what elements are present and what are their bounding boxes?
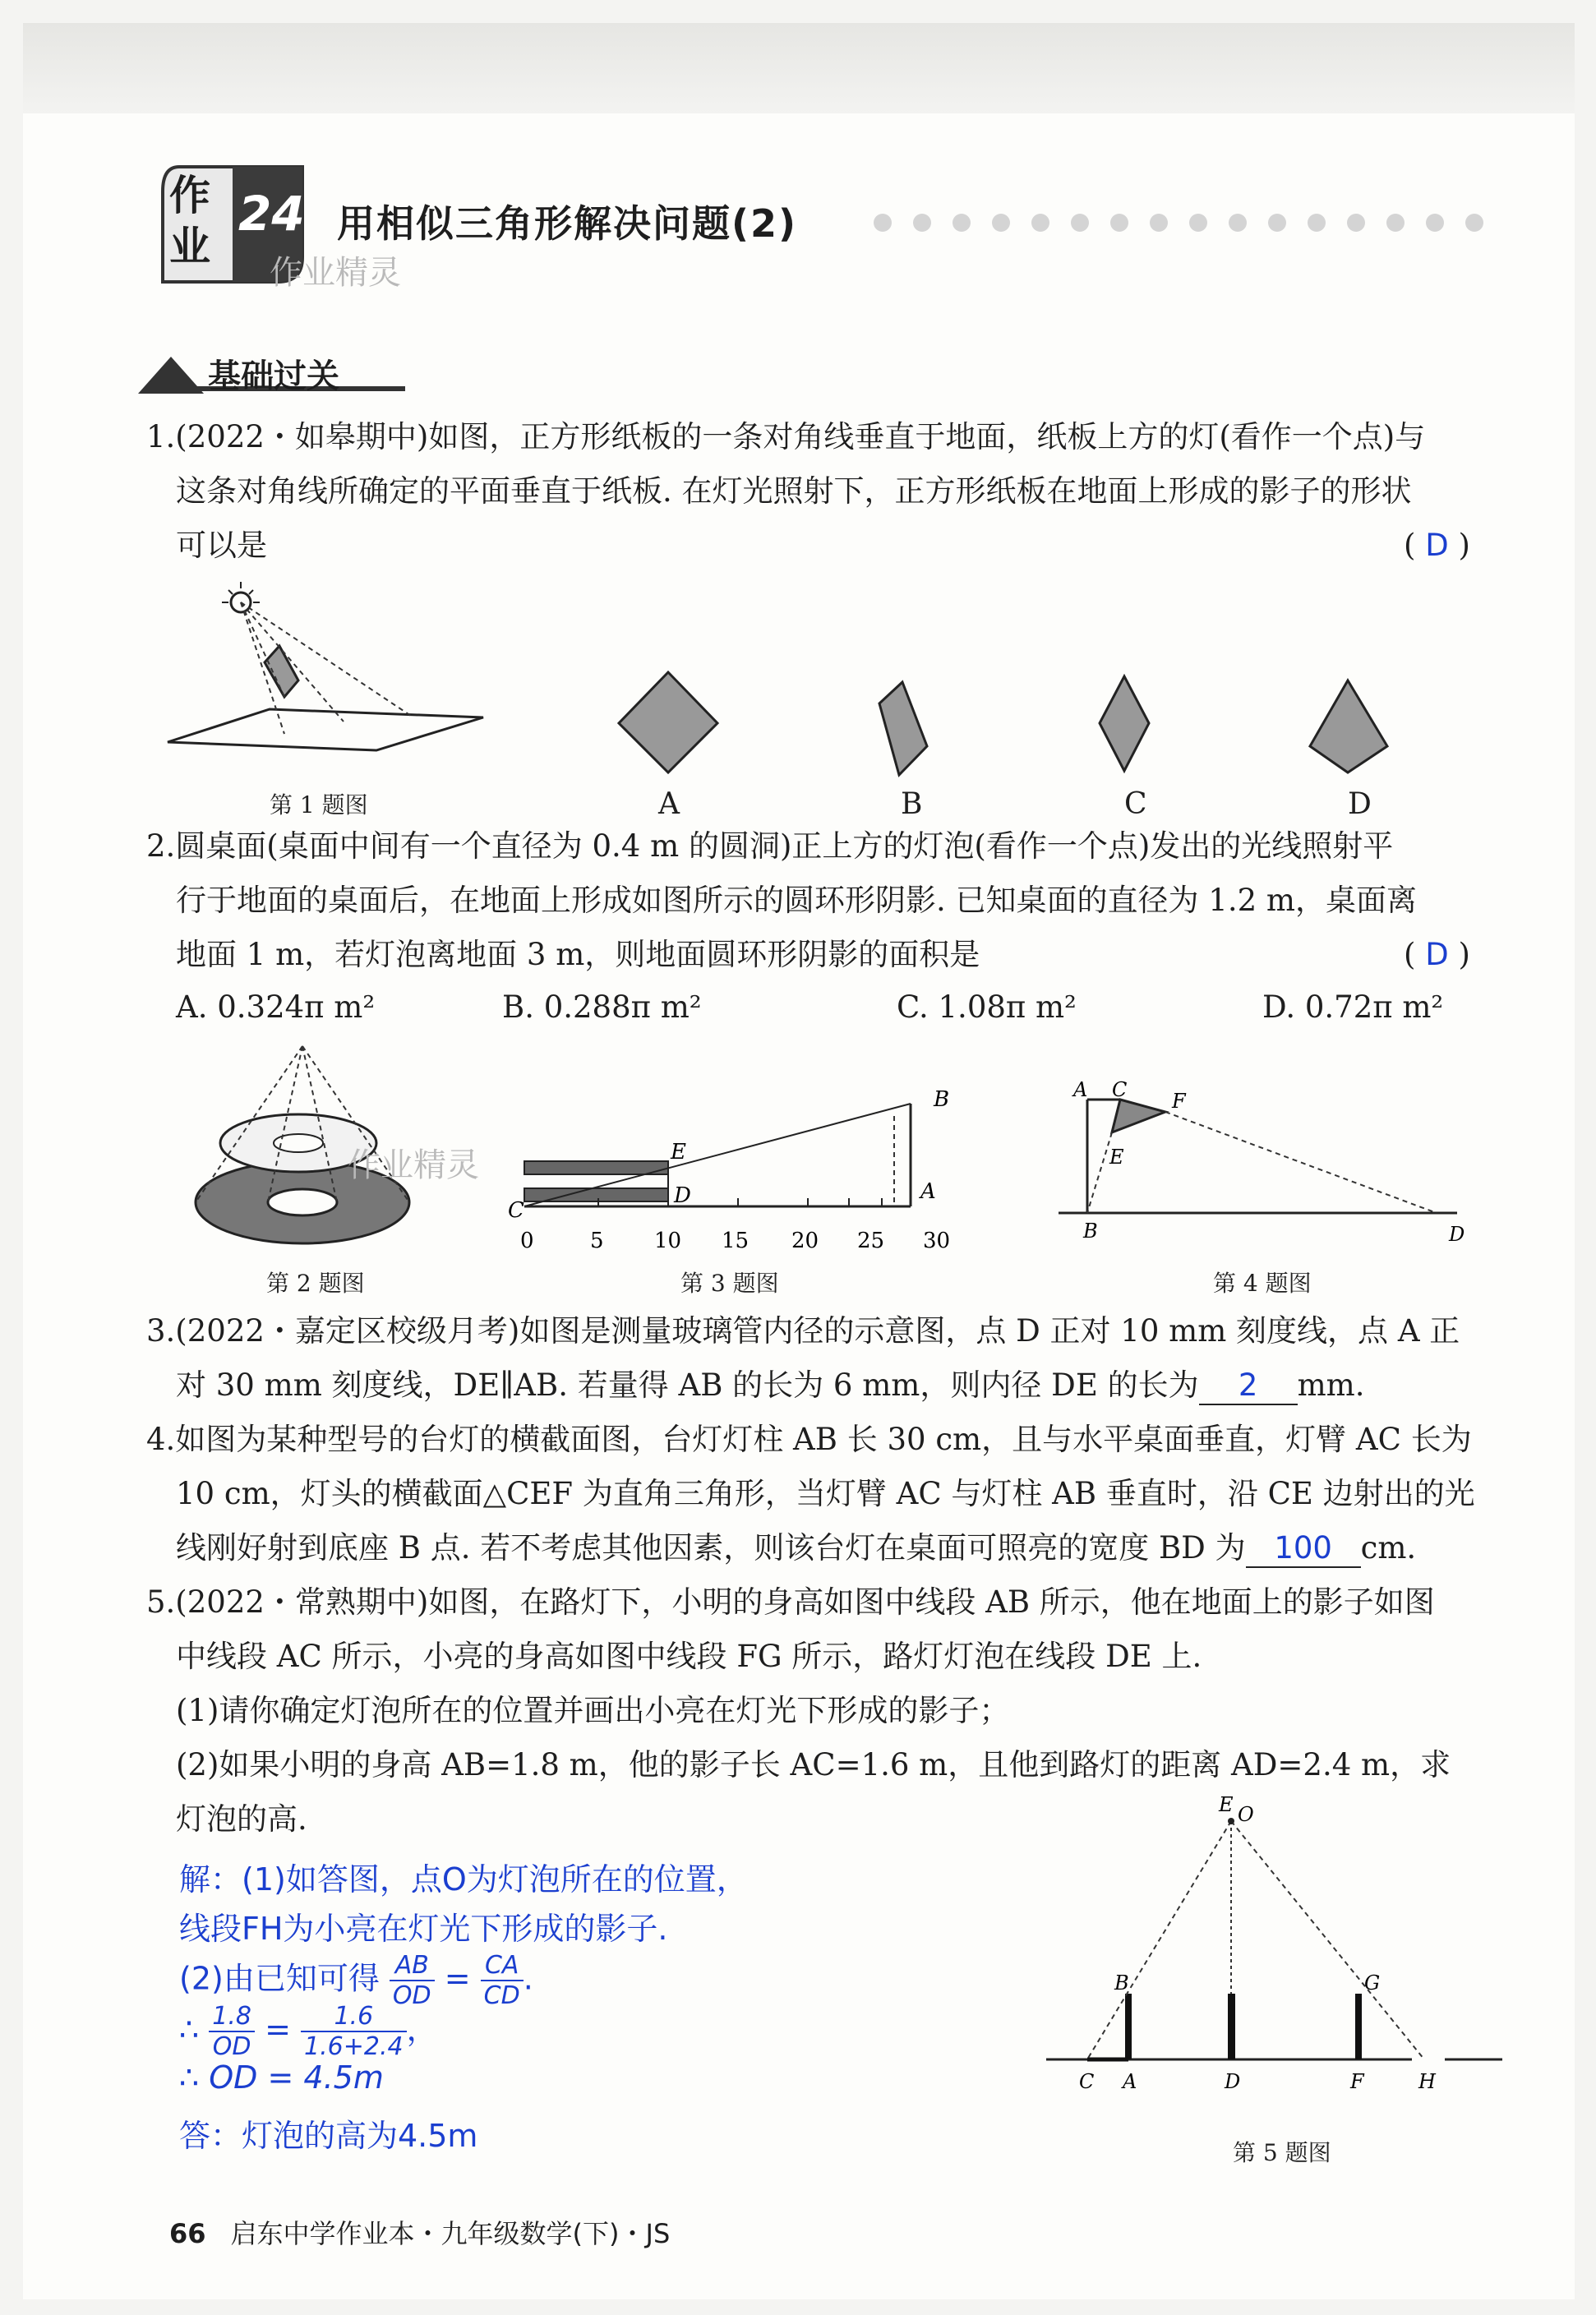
fig4-caption: 第 4 题图 [1213, 1270, 1312, 1297]
q5-solution-3: (2)由已知可得 $\frac{AB}{OD}$ = $\frac{CA}{CD}$ . [179, 1951, 533, 2010]
figure-3 [491, 1083, 968, 1268]
fig5-label-c: C [1079, 2070, 1095, 2093]
fig5-label-g: G [1364, 1971, 1381, 1994]
fig5-label-e: E [1219, 1793, 1234, 1816]
fig3-tick-10: 10 [654, 1229, 682, 1253]
q2-line-3: 地面 1 m，若灯泡离地面 3 m，则地面圆环形阴影的面积是 [176, 937, 980, 972]
q2-line-1: 2.圆桌面(桌面中间有一个直径为 0.4 m 的圆洞)正上方的灯泡(看作一个点)发出的光线照射平 [146, 828, 1394, 864]
q3-answer-blank: 2 [1199, 1367, 1298, 1405]
q2-choice-b: B. 0.288π m² [502, 989, 702, 1025]
option-b-label: B [901, 787, 923, 821]
badge-top-char: 作 [169, 172, 210, 219]
q2-choice-a: A. 0.324π m² [176, 989, 376, 1025]
page [23, 23, 1575, 2299]
q2-answer: D [1425, 937, 1449, 972]
q5-line-1: 5.(2022・常熟期中)如图，在路灯下，小明的身高如图中线段 AB 所示，他在地面上的影子如图 [146, 1584, 1435, 1620]
fig3-tick-5: 5 [590, 1229, 604, 1253]
footer-text: 启东中学作业本・九年级数学(下)・JS [230, 2218, 671, 2249]
q2-choice-c: C. 1.08π m² [897, 989, 1077, 1025]
q4-line-3-text: 线刚好射到底座 B 点. 若不考虑其他因素，则该台灯在桌面可照亮的宽度 BD 为 [176, 1530, 1246, 1566]
fig3-tick-0: 0 [520, 1229, 534, 1253]
fig4-label-e: E [1109, 1146, 1124, 1169]
q4-unit: cm. [1360, 1530, 1417, 1566]
fig3-caption: 第 3 题图 [680, 1270, 779, 1297]
section-title: 基础过关 [208, 357, 339, 395]
fraction-1.8-od: $\frac{1.8}{OD}$ [209, 2002, 255, 2061]
fig5-caption: 第 5 题图 [1233, 2139, 1331, 2166]
fig4-label-b: B [1083, 1220, 1098, 1243]
q5-solution-3-text: (2)由已知可得 [179, 1960, 380, 1997]
page-number: 66 [169, 2218, 206, 2249]
q1-answer-bracket: ( D ) [1404, 528, 1470, 563]
q4-line-2: 10 cm，灯头的横截面△CEF 为直角三角形，当灯臂 AC 与灯柱 AB 垂直时，沿 CE 边射出的光 [176, 1476, 1475, 1511]
q5-line-5: 灯泡的高. [176, 1801, 307, 1837]
q3-line-2 [176, 1367, 1365, 1405]
fig3-label-d: D [674, 1183, 691, 1208]
watermark-header: 作业精灵 [270, 254, 401, 292]
fig3-tick-15: 15 [722, 1229, 750, 1253]
fig3-label-b: B [934, 1087, 950, 1112]
badge-bottom-char: 业 [169, 223, 210, 270]
top-band [23, 23, 1575, 113]
q4-line-3 [176, 1530, 1416, 1568]
fig3-label-e: E [671, 1140, 686, 1164]
fig3-label-a: A [920, 1179, 936, 1204]
q1-answer: D [1425, 528, 1449, 563]
fig3-tick-20: 20 [791, 1229, 819, 1253]
fig1-caption: 第 1 题图 [270, 791, 368, 819]
fig5-label-o: O [1238, 1803, 1254, 1826]
figure-5 [1017, 1788, 1527, 2133]
q4-answer-blank: 100 [1246, 1530, 1361, 1568]
q2-line-2: 行于地面的桌面后，在地面上形成如图所示的圆环形阴影. 已知桌面的直径为 1.2 m，桌面离 [176, 883, 1417, 918]
fig5-label-h: H [1418, 2070, 1436, 2093]
fig3-tick-25: 25 [857, 1229, 885, 1253]
fraction-ab-od: $\frac{AB}{OD}$ [390, 1951, 435, 2010]
q3-line-2-text: 对 30 mm 刻度线，DE∥AB. 若量得 AB 的长为 6 mm，则内径 DE 的长为 [176, 1367, 1199, 1403]
q5-solution-1: 解：(1)如答图，点O为灯泡所在的位置， [179, 1861, 748, 1898]
figure-1 [163, 565, 524, 771]
q5-solution-2: 线段FH为小亮在灯光下形成的影子. [179, 1911, 668, 1947]
q1-line-3: 可以是 [176, 528, 267, 563]
fig2-caption: 第 2 题图 [266, 1270, 365, 1297]
fig5-label-f: F [1350, 2070, 1364, 2093]
fig4-label-a: A [1073, 1078, 1088, 1101]
q2-choice-d: D. 0.72π m² [1262, 989, 1444, 1025]
q5-line-3: (1)请你确定灯泡所在的位置并画出小亮在灯光下形成的影子； [176, 1693, 1010, 1728]
footer [169, 2213, 670, 2251]
watermark-figure: 作业精灵 [348, 1146, 479, 1184]
q3-unit: mm. [1297, 1367, 1365, 1403]
fig4-label-c: C [1112, 1078, 1128, 1101]
figure-4 [1042, 1067, 1502, 1247]
fig5-label-b: B [1114, 1971, 1129, 1994]
fig3-label-c: C [508, 1198, 524, 1223]
fig5-label-d: D [1225, 2070, 1241, 2093]
q5-solution-4: ∴ $\frac{1.8}{OD}$ = $\frac{1.6}{1.6+2.4}$ ， [179, 2002, 438, 2061]
fraction-ca-cd: $\frac{CA}{CD}$ [481, 1951, 524, 2010]
q1-line-1: 1.(2022・如皋期中)如图，正方形纸板的一条对角线垂直于地面，纸板上方的灯(看作一个点)与 [146, 419, 1426, 454]
option-a-label: A [658, 787, 680, 821]
fig3-tick-30: 30 [923, 1229, 951, 1253]
q5-line-2: 中线段 AC 所示，小亮的身高如图中线段 FG 所示，路灯灯泡在线段 DE 上. [176, 1639, 1202, 1674]
q5-solution-5: ∴ OD = 4.5m [179, 2059, 384, 2096]
q3-line-1: 3.(2022・嘉定区校级月考)如图是测量玻璃管内径的示意图，点 D 正对 10 mm 刻度线，点 A 正 [146, 1313, 1460, 1349]
fraction-1.6-sum: $\frac{1.6}{1.6+2.4}$ [301, 2002, 407, 2061]
q1-option-shapes [598, 664, 1420, 787]
q4-line-1: 4.如图为某种型号的台灯的横截面图，台灯灯柱 AB 长 30 cm，且与水平桌面垂直，灯臂 AC 长为 [146, 1422, 1472, 1457]
option-c-label: C [1124, 787, 1147, 821]
q5-line-4: (2)如果小明的身高 AB=1.8 m，他的影子长 AC=1.6 m，且他到路灯的距离 AD=2.4 m，求 [176, 1747, 1451, 1782]
fig5-label-a: A [1123, 2070, 1137, 2093]
page-title: 用相似三角形解决问题(2) [337, 201, 798, 246]
option-d-label: D [1348, 787, 1372, 821]
fig4-label-d: D [1449, 1223, 1465, 1246]
q5-solution-6: 答：灯泡的高为4.5m [179, 2118, 478, 2154]
q2-answer-bracket: ( D ) [1404, 937, 1470, 972]
fig4-label-f: F [1172, 1090, 1186, 1113]
title-dots [874, 214, 1505, 235]
q1-line-2: 这条对角线所确定的平面垂直于纸板. 在灯光照射下，正方形纸板在地面上形成的影子的形状 [176, 473, 1412, 509]
badge-number: 24 [238, 186, 305, 242]
